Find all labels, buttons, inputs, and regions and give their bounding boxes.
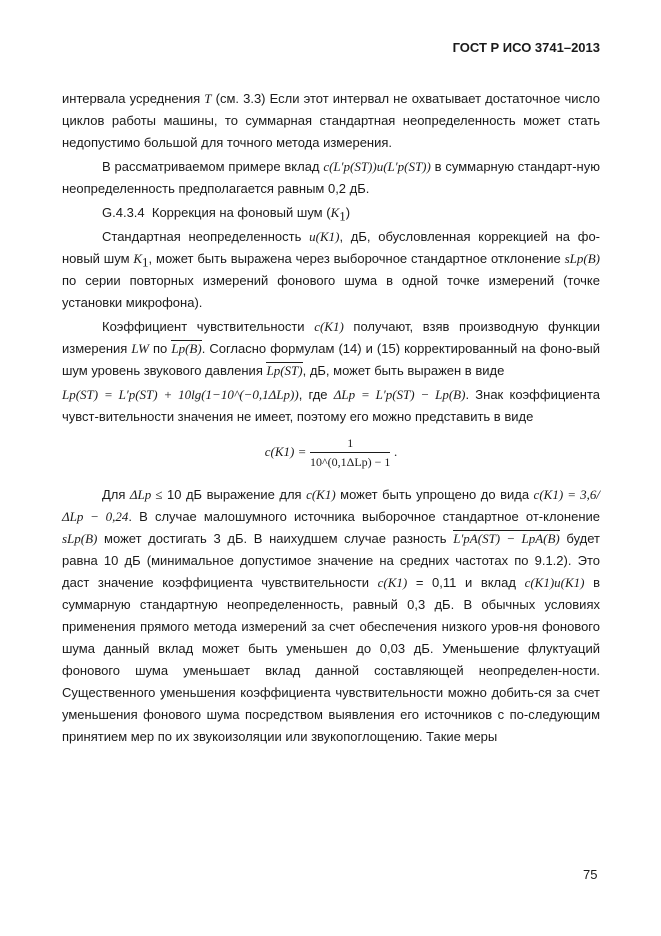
formula-LpST: Lp(ST) <box>266 363 303 378</box>
text: . Согласно формулам (14) и (15) корректированный на фоно-вый шум уровень звукового давления <box>62 341 600 378</box>
text: интервала усреднения <box>62 91 205 106</box>
formula-cK1: c(K1) <box>314 319 344 334</box>
text: , может быть выражена через выборочное стандартное отклонение <box>148 251 565 266</box>
text: Коэффициент чувствительности <box>102 319 315 334</box>
document-header: ГОСТ Р ИСО 3741–2013 <box>452 40 600 55</box>
text: В рассматриваемом примере вклад <box>102 159 324 174</box>
text: . <box>394 443 398 459</box>
text: по серии повторных измерений фонового шума в одной точке измерений (точке установки микрофона). <box>62 273 600 310</box>
fraction-numerator: 1 <box>310 434 390 453</box>
symbol-K: K <box>133 251 143 266</box>
formula-sLpB: sLp(B) <box>62 531 98 546</box>
formula-difference: L′pA(ST) − LpA(B) <box>453 531 560 546</box>
text: , дБ, может быть выражен в виде <box>302 363 505 378</box>
text: будет равна 10 дБ (минимальное допустимое значение на средних частотах по 9.1.2). Это даст значение коэффициента чувствительности <box>62 531 600 590</box>
text: (см. 3.3) Если этот интервал не охватывает достаточное число циклов работы машины, то суммарная стандартная неопределенность может стать недопустимо большой для точного метода измерения. <box>62 91 601 150</box>
formula-approximation: c(K1) = 3,6/ΔLp − 0,24 <box>62 487 601 524</box>
text: . В случае малошумного источника выборочное стандартное от-клонение <box>128 509 600 524</box>
text: , дБ, обусловленная коррекцией на фо-новый шум <box>62 229 601 266</box>
paragraph-contribution-example <box>62 156 600 200</box>
formula-sLpB: sLp(B) <box>564 251 600 266</box>
formula-corrected-level: Lp(ST) = L′p(ST) + 10lg(1−10^(−0,1ΔLp)) <box>62 387 299 402</box>
formula-uK1: u(K1) <box>309 229 340 244</box>
formula-cK1: c(K1) <box>377 575 408 590</box>
symbol-LW: LW <box>131 341 149 356</box>
formula-condition: ΔLp ≤ <box>129 487 163 502</box>
text: = 0,11 и вклад <box>407 575 525 590</box>
section-title: Коррекция на фоновый шум ( <box>151 205 331 220</box>
text: ) <box>345 205 351 220</box>
paragraph-corrected-level <box>62 384 600 428</box>
symbol-K: K <box>330 205 340 220</box>
text: , где <box>298 387 334 402</box>
formula-LpB: Lp(B) <box>171 341 202 356</box>
equation-lhs: c(K1) = <box>264 443 307 459</box>
section-number: G.4.3.4 <box>102 205 145 220</box>
text: Для <box>102 487 130 502</box>
text: в суммарную стандартную неопределенность, равный 0,3 дБ. В обычных условиях применения прямого метода измерений за счет обеспечения низкого уров-ня фонового шума данный вклад может быть уменьшен до 0,03 дБ. Уменьшение флуктуаций фонового шума уменьшает вклад данной составляющей неопределен-ности. Существенного уменьшения коэффициента чувствительности можно добить-ся за счет уменьшения фонового шума посредством выявления его источников с по-следующим принятием мер по их звукоизоляции или звукопоглощению. Такие меры <box>62 575 600 744</box>
paragraph-standard-uncertainty: Стандартная неопределенность u(K1), дБ, обусловленная коррекцией на фо-новый шум $K_1$, может быть выражена через выборочное стандартное отклонение sLp(B) по серии повторных измерений фонового шума в одной точке измерений (точке установки микрофона). <box>62 229 601 310</box>
page-number: 75 <box>583 867 598 882</box>
text: по <box>148 341 172 356</box>
text: получают, взяв производную функции измерения <box>62 319 600 356</box>
paragraph-simplification <box>62 484 600 748</box>
equation-sensitivity <box>62 434 600 474</box>
text: может достигать 3 дБ. В наихудшем случае разность <box>97 531 454 546</box>
formula-cK1-uK1: c(K1)u(K1) <box>524 575 585 590</box>
text: в суммарную стандарт-ную неопределенность предполагается равным 0,2 дБ. <box>62 159 600 196</box>
fraction-denominator: 10^(0,1ΔLp) − 1 <box>309 455 391 469</box>
text: Стандартная неопределенность <box>102 229 310 244</box>
paragraph-averaging-interval <box>62 88 600 154</box>
formula-cK1: c(K1) <box>306 487 336 502</box>
text: . Знак коэффициента чувст-вительности значения не имеет, поэтому его можно представить в виде <box>62 387 600 424</box>
paragraph-sensitivity <box>62 316 600 382</box>
symbol-T: T <box>204 91 212 106</box>
formula-delta-Lp: ΔLp = L′p(ST) − Lp(B) <box>333 387 466 402</box>
fraction <box>310 434 390 471</box>
text: 10 дБ выражение для <box>162 487 307 502</box>
text: может быть упрощено до вида <box>335 487 534 502</box>
page-body <box>62 88 600 750</box>
section-heading: G.4.3.4 Коррекция на фоновый шум $(K_1)$ <box>102 205 351 224</box>
formula-contribution: c(L′p(ST))u(L′p(ST)) <box>323 159 431 174</box>
